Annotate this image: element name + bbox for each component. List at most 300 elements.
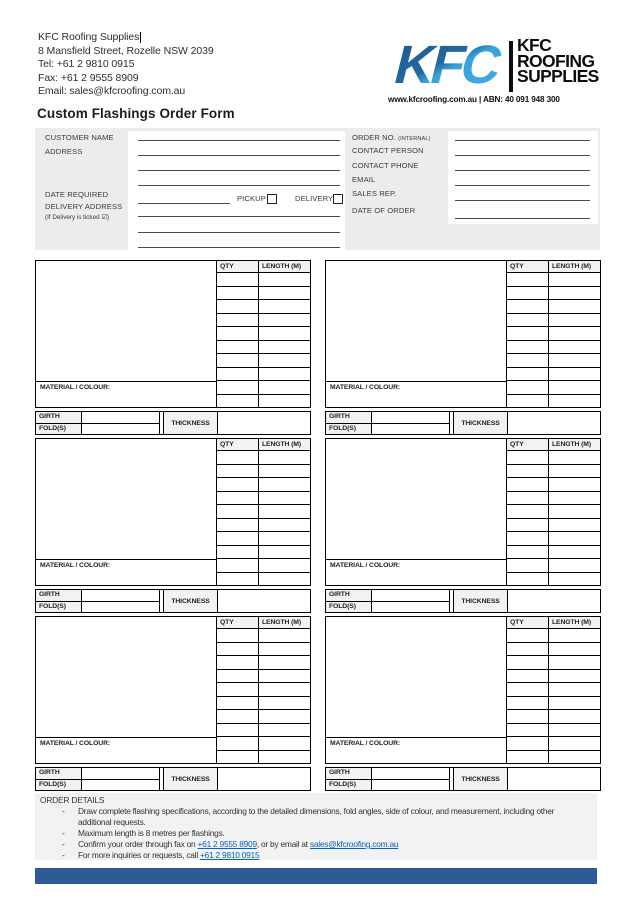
length-cell[interactable] bbox=[549, 723, 601, 737]
qty-cell[interactable] bbox=[507, 273, 549, 287]
qty-cell[interactable] bbox=[217, 750, 259, 764]
qty-cell[interactable] bbox=[217, 669, 259, 683]
qty-length-row bbox=[217, 710, 311, 724]
length-cell[interactable] bbox=[549, 381, 601, 395]
qty-length-row bbox=[217, 505, 311, 519]
flashing-block bbox=[325, 438, 601, 612]
length-cell[interactable] bbox=[549, 545, 601, 559]
order-details-item-4: - For more inquiries or requests, call +61 2 9810 0915 bbox=[60, 850, 588, 861]
length-cell[interactable] bbox=[259, 629, 311, 643]
delivery-address-input-line-2[interactable] bbox=[138, 232, 340, 233]
footer-accent-bar bbox=[35, 868, 597, 884]
qty-cell[interactable] bbox=[217, 572, 259, 586]
logo-word-kfc: KFC bbox=[517, 35, 552, 55]
qty-cell[interactable] bbox=[507, 394, 549, 408]
length-cell[interactable] bbox=[259, 491, 311, 505]
girth-row bbox=[326, 412, 450, 424]
qty-cell[interactable] bbox=[217, 273, 259, 287]
qty-cell[interactable] bbox=[217, 381, 259, 395]
qty-length-row bbox=[507, 478, 601, 492]
qty-length-row bbox=[217, 696, 311, 710]
length-cell[interactable] bbox=[259, 354, 311, 368]
qty-cell[interactable] bbox=[507, 683, 549, 697]
qty-length-row bbox=[217, 545, 311, 559]
folds-row bbox=[326, 780, 450, 790]
qty-length-table bbox=[216, 260, 311, 408]
qty-length-row bbox=[507, 273, 601, 287]
qty-length-row bbox=[507, 683, 601, 697]
qty-cell[interactable] bbox=[217, 313, 259, 327]
girth-input[interactable] bbox=[372, 768, 450, 779]
delivery-note: (If Delivery is ticked ☑) bbox=[45, 214, 110, 221]
flashing-block bbox=[35, 260, 311, 434]
length-cell[interactable] bbox=[549, 394, 601, 408]
qty-cell[interactable] bbox=[217, 451, 259, 465]
qty-cell[interactable] bbox=[217, 478, 259, 492]
company-tel: Tel: +61 2 9810 0915 bbox=[38, 58, 135, 71]
customer-name-input[interactable] bbox=[138, 140, 340, 141]
flashing-block bbox=[35, 438, 311, 612]
qty-length-row bbox=[507, 300, 601, 314]
material-colour-row[interactable] bbox=[36, 381, 217, 408]
qty-length-header-row bbox=[507, 261, 601, 273]
qty-length-row bbox=[507, 367, 601, 381]
qty-length-row bbox=[507, 340, 601, 354]
length-cell[interactable] bbox=[549, 696, 601, 710]
qty-length-row bbox=[507, 491, 601, 505]
qty-cell[interactable] bbox=[507, 532, 549, 546]
qty-cell[interactable] bbox=[507, 710, 549, 724]
girth-fold-thickness-box bbox=[325, 767, 601, 791]
girth-label: GIRTH bbox=[326, 412, 372, 423]
qty-cell[interactable] bbox=[217, 505, 259, 519]
logo-word-roofing: ROOFING bbox=[517, 50, 595, 71]
qty-length-row bbox=[217, 518, 311, 532]
qty-cell[interactable] bbox=[217, 518, 259, 532]
qty-length-row bbox=[507, 642, 601, 656]
length-cell[interactable] bbox=[259, 532, 311, 546]
qty-cell[interactable] bbox=[217, 656, 259, 670]
company-address: 8 Mansfield Street, Rozelle NSW 2039 bbox=[38, 44, 214, 57]
qty-length-row bbox=[217, 313, 311, 327]
order-no-input[interactable] bbox=[455, 140, 590, 141]
folds-label: FOLD(S) bbox=[36, 602, 82, 612]
girth-row bbox=[326, 768, 450, 780]
qty-header: QTY bbox=[217, 617, 259, 629]
length-cell[interactable] bbox=[259, 710, 311, 724]
qty-length-table bbox=[506, 438, 601, 586]
qty-length-row bbox=[217, 532, 311, 546]
qty-cell[interactable] bbox=[507, 696, 549, 710]
qty-length-row bbox=[217, 354, 311, 368]
length-cell[interactable] bbox=[259, 327, 311, 341]
qty-cell[interactable] bbox=[507, 545, 549, 559]
qty-length-table bbox=[216, 616, 311, 764]
delivery-label: DELIVERY bbox=[295, 194, 334, 203]
qty-length-table bbox=[506, 260, 601, 408]
contact-phone-label: CONTACT PHONE bbox=[352, 161, 419, 170]
length-cell[interactable] bbox=[549, 327, 601, 341]
girth-row bbox=[36, 590, 160, 602]
contact-person-label: CONTACT PERSON bbox=[352, 146, 424, 155]
girth-input[interactable] bbox=[372, 412, 450, 423]
length-cell[interactable] bbox=[549, 286, 601, 300]
email-link[interactable]: sales@kfcroofing.com.au bbox=[309, 839, 399, 849]
qty-length-row bbox=[507, 518, 601, 532]
length-cell[interactable] bbox=[259, 273, 311, 287]
length-cell[interactable] bbox=[259, 669, 311, 683]
folds-row bbox=[36, 602, 160, 612]
delivery-checkbox[interactable] bbox=[333, 194, 343, 204]
length-cell[interactable] bbox=[259, 300, 311, 314]
material-colour-row[interactable] bbox=[36, 559, 217, 586]
qty-length-row bbox=[217, 642, 311, 656]
qty-cell[interactable] bbox=[217, 327, 259, 341]
svg-text:KFC: KFC bbox=[388, 33, 506, 93]
folds-row bbox=[36, 424, 160, 434]
thickness-input[interactable] bbox=[509, 590, 600, 612]
qty-cell[interactable] bbox=[217, 710, 259, 724]
length-cell[interactable] bbox=[549, 313, 601, 327]
folds-label: FOLD(S) bbox=[326, 424, 372, 434]
fax-number-link[interactable]: +61 2 9555 8909 bbox=[197, 839, 257, 849]
thickness-input[interactable] bbox=[219, 590, 310, 612]
qty-cell[interactable] bbox=[217, 696, 259, 710]
length-cell[interactable] bbox=[549, 518, 601, 532]
thickness-input[interactable] bbox=[509, 412, 600, 434]
length-cell[interactable] bbox=[259, 545, 311, 559]
qty-header: QTY bbox=[507, 439, 549, 451]
qty-cell[interactable] bbox=[217, 723, 259, 737]
length-cell[interactable] bbox=[549, 710, 601, 724]
qty-length-row bbox=[217, 737, 311, 751]
qty-length-table bbox=[506, 616, 601, 764]
company-fax: Fax: +61 2 9555 8909 bbox=[38, 71, 139, 84]
qty-cell[interactable] bbox=[507, 723, 549, 737]
folds-label: FOLD(S) bbox=[326, 780, 372, 790]
length-cell[interactable] bbox=[549, 532, 601, 546]
qty-length-row bbox=[507, 629, 601, 643]
length-cell[interactable] bbox=[549, 683, 601, 697]
qty-cell[interactable] bbox=[507, 367, 549, 381]
length-header: LENGTH (M) bbox=[549, 439, 601, 451]
qty-cell[interactable] bbox=[217, 629, 259, 643]
qty-length-row bbox=[217, 451, 311, 465]
length-cell[interactable] bbox=[259, 394, 311, 408]
qty-cell[interactable] bbox=[217, 737, 259, 751]
length-cell[interactable] bbox=[259, 286, 311, 300]
girth-fold-thickness-box bbox=[35, 589, 311, 613]
length-cell[interactable] bbox=[259, 656, 311, 670]
girth-input[interactable] bbox=[372, 590, 450, 601]
qty-length-header-row bbox=[217, 439, 311, 451]
qty-cell[interactable] bbox=[507, 451, 549, 465]
logo-wordmark bbox=[517, 35, 599, 86]
qty-cell[interactable] bbox=[217, 683, 259, 697]
qty-length-row bbox=[507, 572, 601, 586]
folds-label: FOLD(S) bbox=[36, 780, 82, 790]
qty-cell[interactable] bbox=[507, 572, 549, 586]
qty-header: QTY bbox=[507, 261, 549, 273]
qty-cell[interactable] bbox=[507, 464, 549, 478]
qty-cell[interactable] bbox=[507, 629, 549, 643]
qty-cell[interactable] bbox=[507, 478, 549, 492]
length-cell[interactable] bbox=[549, 300, 601, 314]
qty-cell[interactable] bbox=[217, 367, 259, 381]
qty-length-header-row bbox=[507, 439, 601, 451]
folds-label: FOLD(S) bbox=[36, 424, 82, 434]
length-cell[interactable] bbox=[259, 750, 311, 764]
length-cell[interactable] bbox=[549, 559, 601, 573]
thickness-label: THICKNESS bbox=[163, 768, 218, 790]
material-colour-label: MATERIAL / COLOUR: bbox=[40, 740, 111, 747]
delivery-address-label: DELIVERY ADDRESS bbox=[45, 202, 123, 211]
qty-cell[interactable] bbox=[507, 300, 549, 314]
length-cell[interactable] bbox=[259, 723, 311, 737]
delivery-address-input-box bbox=[128, 207, 345, 250]
length-cell[interactable] bbox=[549, 642, 601, 656]
length-cell[interactable] bbox=[549, 656, 601, 670]
delivery-address-input-line-3[interactable] bbox=[138, 247, 340, 248]
length-cell[interactable] bbox=[549, 491, 601, 505]
girth-input[interactable] bbox=[82, 768, 160, 779]
folds-input[interactable] bbox=[372, 780, 450, 790]
address-input-line-2[interactable] bbox=[138, 170, 340, 171]
qty-length-row bbox=[217, 367, 311, 381]
thickness-label: THICKNESS bbox=[163, 590, 218, 612]
page-title: Custom Flashings Order Form bbox=[37, 106, 235, 121]
email-input[interactable] bbox=[455, 185, 590, 186]
order-details-item-3: - Confirm your order through fax on +61 2 9555 8909, or by email at sales@kfcroofing.com.au bbox=[60, 839, 588, 850]
qty-length-row bbox=[217, 750, 311, 764]
qty-cell[interactable] bbox=[507, 354, 549, 368]
girth-row bbox=[36, 768, 160, 780]
sales-rep-label: SALES REP. bbox=[352, 189, 397, 198]
qty-cell[interactable] bbox=[507, 656, 549, 670]
qty-cell[interactable] bbox=[507, 737, 549, 751]
date-of-order-input[interactable] bbox=[455, 218, 590, 219]
material-colour-label: MATERIAL / COLOUR: bbox=[330, 740, 401, 747]
girth-row bbox=[36, 412, 160, 424]
qty-length-row bbox=[507, 451, 601, 465]
thickness-label: THICKNESS bbox=[453, 412, 508, 434]
qty-length-header-row bbox=[217, 261, 311, 273]
qty-length-row bbox=[217, 478, 311, 492]
length-cell[interactable] bbox=[549, 478, 601, 492]
qty-cell[interactable] bbox=[217, 354, 259, 368]
date-required-input[interactable] bbox=[138, 203, 230, 204]
company-name: KFC Roofing Supplies bbox=[38, 31, 140, 43]
qty-cell[interactable] bbox=[217, 464, 259, 478]
length-cell[interactable] bbox=[259, 478, 311, 492]
length-cell[interactable] bbox=[259, 737, 311, 751]
order-details-heading: ORDER DETAILS bbox=[40, 795, 105, 805]
thickness-input[interactable] bbox=[219, 768, 310, 790]
length-cell[interactable] bbox=[549, 505, 601, 519]
length-cell[interactable] bbox=[549, 629, 601, 643]
qty-cell[interactable] bbox=[507, 669, 549, 683]
qty-length-row bbox=[507, 696, 601, 710]
qty-length-row bbox=[217, 327, 311, 341]
length-cell[interactable] bbox=[259, 464, 311, 478]
length-cell[interactable] bbox=[259, 340, 311, 354]
length-cell[interactable] bbox=[259, 451, 311, 465]
pickup-checkbox[interactable] bbox=[267, 194, 277, 204]
folds-row bbox=[36, 780, 160, 790]
girth-fold-thickness-box bbox=[35, 411, 311, 435]
girth-input[interactable] bbox=[82, 412, 160, 423]
qty-cell[interactable] bbox=[217, 340, 259, 354]
girth-label: GIRTH bbox=[326, 590, 372, 601]
length-cell[interactable] bbox=[549, 464, 601, 478]
logo-word-supplies: SUPPLIES bbox=[517, 66, 599, 86]
kfc-logo-icon bbox=[386, 33, 508, 93]
qty-header: QTY bbox=[217, 439, 259, 451]
folds-input[interactable] bbox=[82, 602, 160, 612]
folds-input[interactable] bbox=[82, 424, 160, 434]
phone-number-link[interactable]: +61 2 9810 0915 bbox=[200, 850, 260, 860]
qty-cell[interactable] bbox=[507, 381, 549, 395]
qty-length-row bbox=[507, 559, 601, 573]
logo-tagline: www.kfcroofing.com.au | ABN: 40 091 948 300 bbox=[388, 95, 560, 104]
qty-length-row bbox=[217, 656, 311, 670]
customer-name-label: CUSTOMER NAME bbox=[45, 133, 114, 142]
material-colour-row[interactable] bbox=[326, 381, 507, 408]
contact-phone-input[interactable] bbox=[455, 170, 590, 171]
qty-cell[interactable] bbox=[507, 327, 549, 341]
folds-input[interactable] bbox=[372, 424, 450, 434]
thickness-input[interactable] bbox=[509, 768, 600, 790]
qty-cell[interactable] bbox=[217, 394, 259, 408]
qty-length-table bbox=[216, 438, 311, 586]
thickness-label: THICKNESS bbox=[453, 590, 508, 612]
qty-cell[interactable] bbox=[217, 559, 259, 573]
length-cell[interactable] bbox=[549, 354, 601, 368]
material-colour-row[interactable] bbox=[326, 559, 507, 586]
girth-input[interactable] bbox=[82, 590, 160, 601]
order-header-panel bbox=[35, 128, 600, 250]
qty-cell[interactable] bbox=[217, 532, 259, 546]
qty-cell[interactable] bbox=[507, 286, 549, 300]
qty-cell[interactable] bbox=[217, 545, 259, 559]
qty-length-row bbox=[507, 505, 601, 519]
qty-cell[interactable] bbox=[507, 505, 549, 519]
qty-length-row bbox=[217, 683, 311, 697]
qty-length-row bbox=[507, 669, 601, 683]
folds-row bbox=[326, 602, 450, 612]
qty-length-row bbox=[217, 381, 311, 395]
date-required-label: DATE REQUIRED bbox=[45, 190, 109, 199]
length-cell[interactable] bbox=[259, 683, 311, 697]
qty-cell[interactable] bbox=[507, 642, 549, 656]
length-cell[interactable] bbox=[549, 669, 601, 683]
qty-cell[interactable] bbox=[507, 491, 549, 505]
qty-length-row bbox=[507, 656, 601, 670]
qty-length-row bbox=[217, 464, 311, 478]
length-cell[interactable] bbox=[259, 505, 311, 519]
length-cell[interactable] bbox=[549, 451, 601, 465]
qty-length-row bbox=[507, 532, 601, 546]
length-cell[interactable] bbox=[259, 559, 311, 573]
length-cell[interactable] bbox=[259, 381, 311, 395]
length-cell[interactable] bbox=[549, 367, 601, 381]
qty-length-row bbox=[507, 286, 601, 300]
girth-label: GIRTH bbox=[36, 590, 82, 601]
qty-header: QTY bbox=[217, 261, 259, 273]
order-details-list bbox=[60, 806, 588, 861]
qty-length-row bbox=[217, 629, 311, 643]
qty-length-row bbox=[507, 710, 601, 724]
length-cell[interactable] bbox=[549, 340, 601, 354]
address-input-line-3[interactable] bbox=[138, 185, 340, 186]
folds-input[interactable] bbox=[372, 602, 450, 612]
address-input-line-1[interactable] bbox=[138, 155, 340, 156]
length-cell[interactable] bbox=[259, 313, 311, 327]
qty-cell[interactable] bbox=[507, 750, 549, 764]
qty-length-row bbox=[217, 340, 311, 354]
material-colour-label: MATERIAL / COLOUR: bbox=[40, 384, 111, 391]
length-cell[interactable] bbox=[259, 696, 311, 710]
delivery-address-input-line-1[interactable] bbox=[138, 216, 340, 217]
length-cell[interactable] bbox=[549, 572, 601, 586]
sales-rep-input[interactable] bbox=[455, 200, 590, 201]
company-info-block bbox=[38, 31, 214, 99]
length-header: LENGTH (M) bbox=[549, 617, 601, 629]
length-cell[interactable] bbox=[259, 642, 311, 656]
qty-length-row bbox=[217, 286, 311, 300]
qty-header: QTY bbox=[507, 617, 549, 629]
qty-cell[interactable] bbox=[507, 518, 549, 532]
qty-length-header-row bbox=[507, 617, 601, 629]
material-colour-label: MATERIAL / COLOUR: bbox=[330, 384, 401, 391]
qty-cell[interactable] bbox=[217, 286, 259, 300]
length-cell[interactable] bbox=[549, 750, 601, 764]
qty-length-row bbox=[507, 381, 601, 395]
length-cell[interactable] bbox=[259, 367, 311, 381]
qty-length-row bbox=[217, 723, 311, 737]
qty-cell[interactable] bbox=[217, 300, 259, 314]
qty-cell[interactable] bbox=[217, 642, 259, 656]
qty-length-row bbox=[217, 273, 311, 287]
qty-cell[interactable] bbox=[507, 340, 549, 354]
length-header: LENGTH (M) bbox=[259, 261, 311, 273]
length-cell[interactable] bbox=[259, 518, 311, 532]
qty-cell[interactable] bbox=[507, 313, 549, 327]
material-colour-label: MATERIAL / COLOUR: bbox=[330, 562, 401, 569]
folds-input[interactable] bbox=[82, 780, 160, 790]
thickness-input[interactable] bbox=[219, 412, 310, 434]
qty-cell[interactable] bbox=[507, 559, 549, 573]
order-details-item-2: - Maximum length is 8 metres per flashings. bbox=[60, 828, 588, 839]
flashing-block bbox=[35, 616, 311, 790]
length-cell[interactable] bbox=[549, 737, 601, 751]
material-colour-row[interactable] bbox=[326, 737, 507, 764]
contact-person-input[interactable] bbox=[455, 155, 590, 156]
qty-length-header-row bbox=[217, 617, 311, 629]
company-email: Email: sales@kfcroofing.com.au bbox=[38, 85, 186, 98]
qty-length-row bbox=[217, 300, 311, 314]
girth-fold-thickness-box bbox=[325, 589, 601, 613]
qty-cell[interactable] bbox=[217, 491, 259, 505]
folds-row bbox=[326, 424, 450, 434]
right-input-box bbox=[448, 131, 598, 224]
length-cell[interactable] bbox=[549, 273, 601, 287]
flashing-block bbox=[325, 260, 601, 434]
qty-length-row bbox=[507, 394, 601, 408]
qty-length-row bbox=[507, 327, 601, 341]
material-colour-row[interactable] bbox=[36, 737, 217, 764]
length-cell[interactable] bbox=[259, 572, 311, 586]
